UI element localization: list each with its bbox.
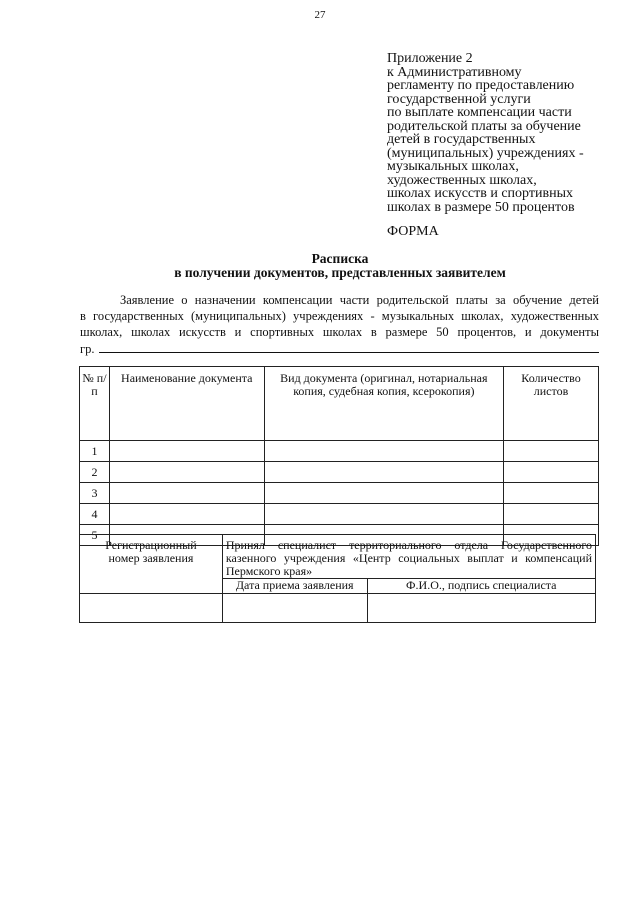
accepted-by-label: Принял специалист территориального отдела Государственного казенного учреждения «Центр социальных выплат и компенсаций Пермского края» bbox=[222, 535, 595, 579]
header-number: № п/п bbox=[80, 367, 110, 441]
statement-paragraph bbox=[80, 292, 599, 357]
table-row bbox=[80, 504, 599, 525]
document-subtitle: в получении документов, представленных заявителем bbox=[174, 265, 506, 280]
registration-number-label: Регистрационный номер заявления bbox=[80, 535, 223, 594]
table-row bbox=[80, 462, 599, 483]
document-type-cell[interactable] bbox=[264, 483, 503, 504]
sheet-count-cell[interactable] bbox=[504, 483, 599, 504]
appendix-line: (муниципальных) учреждениях - bbox=[387, 145, 584, 161]
document-name-cell[interactable] bbox=[109, 504, 264, 525]
statement-line: школах, школах искусств и спортивных школах в размере 50 процентов, и документы bbox=[80, 325, 599, 339]
appendix-line: музыкальных школах, bbox=[387, 159, 519, 174]
table-row bbox=[80, 483, 599, 504]
document-type-cell[interactable] bbox=[264, 441, 503, 462]
registration-table bbox=[79, 534, 596, 623]
documents-table bbox=[79, 366, 599, 546]
appendix-line: Приложение 2 bbox=[387, 51, 473, 66]
header-sheet-count: Количество листов bbox=[504, 367, 599, 441]
registration-header-row bbox=[80, 535, 596, 579]
document-name-cell[interactable] bbox=[109, 462, 264, 483]
document-type-cell[interactable] bbox=[264, 462, 503, 483]
appendix-line: школах искусств и спортивных bbox=[387, 186, 573, 201]
appendix-line: регламенту по предоставлению bbox=[387, 78, 575, 93]
document-name-cell[interactable] bbox=[109, 483, 264, 504]
documents-table-header bbox=[80, 367, 599, 441]
appendix-line: к Административному bbox=[387, 64, 522, 80]
appendix-line: государственной услуги bbox=[387, 91, 531, 107]
appendix-line: художественных школах, bbox=[387, 172, 537, 188]
row-number: 2 bbox=[80, 462, 110, 483]
row-number: 1 bbox=[80, 441, 110, 462]
appendix-line: детей в государственных bbox=[387, 132, 536, 147]
registration-entry-row bbox=[80, 594, 596, 623]
document-type-cell[interactable] bbox=[264, 504, 503, 525]
document-name-cell[interactable] bbox=[109, 441, 264, 462]
table-row bbox=[80, 441, 599, 462]
form-label: ФОРМА bbox=[387, 224, 439, 239]
applicant-name-field[interactable] bbox=[99, 340, 599, 353]
date-received-cell[interactable] bbox=[222, 594, 367, 623]
sheet-count-cell[interactable] bbox=[504, 504, 599, 525]
date-received-label: Дата приема заявления bbox=[222, 579, 367, 594]
specialist-signature-label: Ф.И.О., подпись специалиста bbox=[367, 579, 595, 594]
row-number: 4 bbox=[80, 504, 110, 525]
header-document-type: Вид документа (оригинал, нотариальная копия, судебная копия, ксерокопия) bbox=[264, 367, 503, 441]
statement-line: Заявление о назначении компенсации части родительской платы за обучение детей bbox=[120, 293, 599, 307]
appendix-line: по выплате компенсации части bbox=[387, 105, 572, 120]
statement-line: в государственных (муниципальных) учреждениях - музыкальных школах, художественных bbox=[80, 309, 599, 323]
sheet-count-cell[interactable] bbox=[504, 441, 599, 462]
row-number: 3 bbox=[80, 483, 110, 504]
header-document-name: Наименование документа bbox=[109, 367, 264, 441]
sheet-count-cell[interactable] bbox=[504, 462, 599, 483]
applicant-prefix: гр. bbox=[80, 342, 95, 356]
page-number: 27 bbox=[314, 9, 326, 21]
appendix-line: школах в размере 50 процентов bbox=[387, 199, 575, 215]
document-title: Расписка bbox=[311, 251, 369, 266]
applicant-name-line bbox=[80, 340, 599, 357]
appendix-line: родительской платы за обучение bbox=[387, 118, 581, 134]
specialist-signature-cell[interactable] bbox=[367, 594, 595, 623]
registration-number-cell[interactable] bbox=[80, 594, 223, 623]
row-number: 5 bbox=[80, 525, 110, 546]
appendix-header bbox=[387, 52, 607, 214]
